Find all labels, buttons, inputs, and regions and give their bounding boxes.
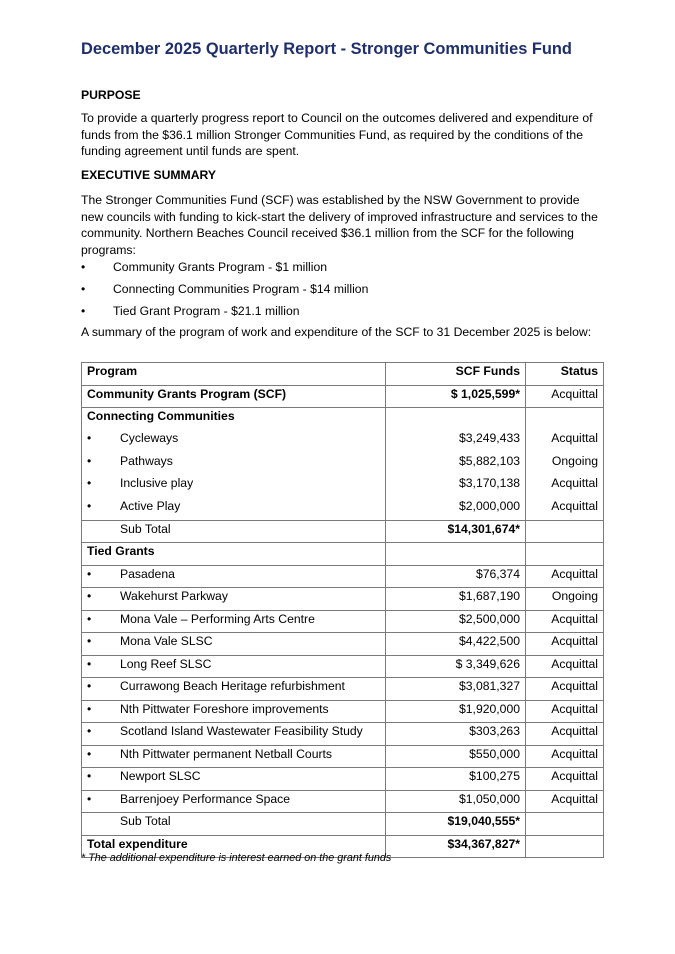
status-cell: Acquittal <box>526 700 604 723</box>
funds-cell: $3,170,138 <box>386 475 526 498</box>
table-row <box>82 385 604 408</box>
status-cell: Acquittal <box>526 745 604 768</box>
subtotal-row <box>82 813 604 836</box>
funds-cell: $100,275 <box>386 768 526 791</box>
program-cell: • Nth Pittwater Foreshore improvements <box>82 700 386 723</box>
bullet-icon: • <box>87 724 92 738</box>
subtotal-label: Sub Total <box>82 520 386 543</box>
section-row <box>82 408 604 431</box>
funds-cell: $2,000,000 <box>386 498 526 521</box>
status-cell: Acquittal <box>526 385 604 408</box>
table-row <box>82 678 604 701</box>
status-cell: Acquittal <box>526 430 604 453</box>
status-cell: Acquittal <box>526 790 604 813</box>
table-row <box>82 498 604 521</box>
total-label: Total expenditure <box>82 835 386 858</box>
table-row <box>82 453 604 476</box>
header-program: Program <box>82 363 386 386</box>
funds-cell <box>386 408 526 431</box>
status-cell: Acquittal <box>526 475 604 498</box>
bullet-icon: • <box>87 656 92 671</box>
status-cell <box>526 835 604 858</box>
program-cell: • Scotland Island Wastewater Feasibility Study <box>82 723 386 746</box>
subtotal-value: $19,040,555* <box>386 813 526 836</box>
program-cell: Community Grants Program (SCF) <box>82 385 386 408</box>
subtotal-value: $14,301,674* <box>386 520 526 543</box>
funds-cell: $550,000 <box>386 745 526 768</box>
status-cell: Acquittal <box>526 610 604 633</box>
funds-cell: $2,500,000 <box>386 610 526 633</box>
subtotal-row <box>82 520 604 543</box>
program-cell: • Wakehurst Parkway <box>82 588 386 611</box>
table-row <box>82 633 604 656</box>
section-row <box>82 543 604 566</box>
page-title: December 2025 Quarterly Report - Stronger Communities Fund <box>81 40 572 58</box>
table-row <box>82 790 604 813</box>
bullet-icon: • <box>87 634 92 648</box>
program-cell: • Pathways <box>82 453 386 476</box>
bullet-icon: • <box>87 566 92 581</box>
status-cell <box>526 408 604 431</box>
status-cell: Acquittal <box>526 633 604 656</box>
executive-summary-heading: EXECUTIVE SUMMARY <box>81 168 216 182</box>
program-cell: • Mona Vale – Performing Arts Centre <box>82 610 386 633</box>
executive-summary-text: The Stronger Communities Fund (SCF) was established by the NSW Government to provide new councils with funding to kick-start the delivery of improved infrastructure and services to the community. Northern Beaches Council received $36.1 million from the SCF for the following programs: <box>81 193 598 257</box>
funds-cell: $4,422,500 <box>386 633 526 656</box>
bullet-icon: • <box>87 701 92 716</box>
bullet-icon: • <box>87 679 92 693</box>
table-row <box>82 610 604 633</box>
purpose-heading: PURPOSE <box>81 88 141 102</box>
header-status: Status <box>526 363 604 386</box>
purpose-text: To provide a quarterly progress report to Council on the outcomes delivered and expenditure of funds from the $36.1 million Stronger Communities Fund, as required by the conditions of the funding agreement until funds are spent. <box>81 111 593 159</box>
program-cell: • Long Reef SLSC <box>82 655 386 678</box>
summary-intro: A summary of the program of work and expenditure of the SCF to 31 December 2025 is below: <box>81 325 592 339</box>
status-cell <box>526 813 604 836</box>
table-row <box>82 430 604 453</box>
program-cell: • Nth Pittwater permanent Netball Courts <box>82 745 386 768</box>
program-cell: • Mona Vale SLSC <box>82 633 386 656</box>
table-row <box>82 745 604 768</box>
program-cell: • Pasadena <box>82 565 386 588</box>
expenditure-table <box>81 362 604 858</box>
list-item: • Community Grants Program - $1 million <box>81 260 328 274</box>
header-funds: SCF Funds <box>386 363 526 386</box>
bullet-icon: • <box>87 791 92 806</box>
bullet-icon: • <box>87 453 92 468</box>
status-cell: Ongoing <box>526 588 604 611</box>
funds-cell: $ 3,349,626 <box>386 655 526 678</box>
program-cell: • Currawong Beach Heritage refurbishment <box>82 678 386 701</box>
status-cell: Acquittal <box>526 565 604 588</box>
funds-cell: $3,249,433 <box>386 430 526 453</box>
funds-cell: $76,374 <box>386 565 526 588</box>
program-cell: • Newport SLSC <box>82 768 386 791</box>
total-value: $34,367,827* <box>386 835 526 858</box>
footnote: * The additional expenditure is interest earned on the grant funds <box>81 852 392 864</box>
table-row <box>82 700 604 723</box>
bullet-icon: • <box>87 431 92 445</box>
funds-cell: $1,050,000 <box>386 790 526 813</box>
section-label: Tied Grants <box>82 543 386 566</box>
table-row <box>82 655 604 678</box>
status-cell: Ongoing <box>526 453 604 476</box>
subtotal-label: Sub Total <box>82 813 386 836</box>
bullet-icon: • <box>81 260 86 274</box>
table-header-row <box>82 363 604 386</box>
status-cell: Acquittal <box>526 723 604 746</box>
table-row <box>82 768 604 791</box>
bullet-icon: • <box>81 304 86 318</box>
program-cell: • Cycleways <box>82 430 386 453</box>
program-list <box>81 260 368 326</box>
bullet-icon: • <box>87 746 92 761</box>
program-cell: • Active Play <box>82 498 386 521</box>
status-cell: Acquittal <box>526 498 604 521</box>
bullet-icon: • <box>87 498 92 513</box>
bullet-icon: • <box>87 589 92 603</box>
list-item: • Connecting Communities Program - $14 million <box>81 282 369 296</box>
funds-cell <box>386 543 526 566</box>
bullet-icon: • <box>87 769 92 783</box>
program-cell: • Inclusive play <box>82 475 386 498</box>
program-cell: • Barrenjoey Performance Space <box>82 790 386 813</box>
funds-cell: $5,882,103 <box>386 453 526 476</box>
bullet-icon: • <box>87 476 92 490</box>
status-cell <box>526 520 604 543</box>
table-row <box>82 723 604 746</box>
status-cell: Acquittal <box>526 678 604 701</box>
list-item: • Tied Grant Program - $21.1 million <box>81 304 300 318</box>
status-cell: Acquittal <box>526 655 604 678</box>
funds-cell: $1,920,000 <box>386 700 526 723</box>
section-label: Connecting Communities <box>82 408 386 431</box>
table-row <box>82 475 604 498</box>
status-cell <box>526 543 604 566</box>
funds-cell: $ 1,025,599* <box>386 385 526 408</box>
table-row <box>82 565 604 588</box>
table-row <box>82 588 604 611</box>
funds-cell: $3,081,327 <box>386 678 526 701</box>
funds-cell: $1,687,190 <box>386 588 526 611</box>
status-cell: Acquittal <box>526 768 604 791</box>
funds-cell: $303,263 <box>386 723 526 746</box>
bullet-icon: • <box>81 282 86 296</box>
bullet-icon: • <box>87 611 92 626</box>
